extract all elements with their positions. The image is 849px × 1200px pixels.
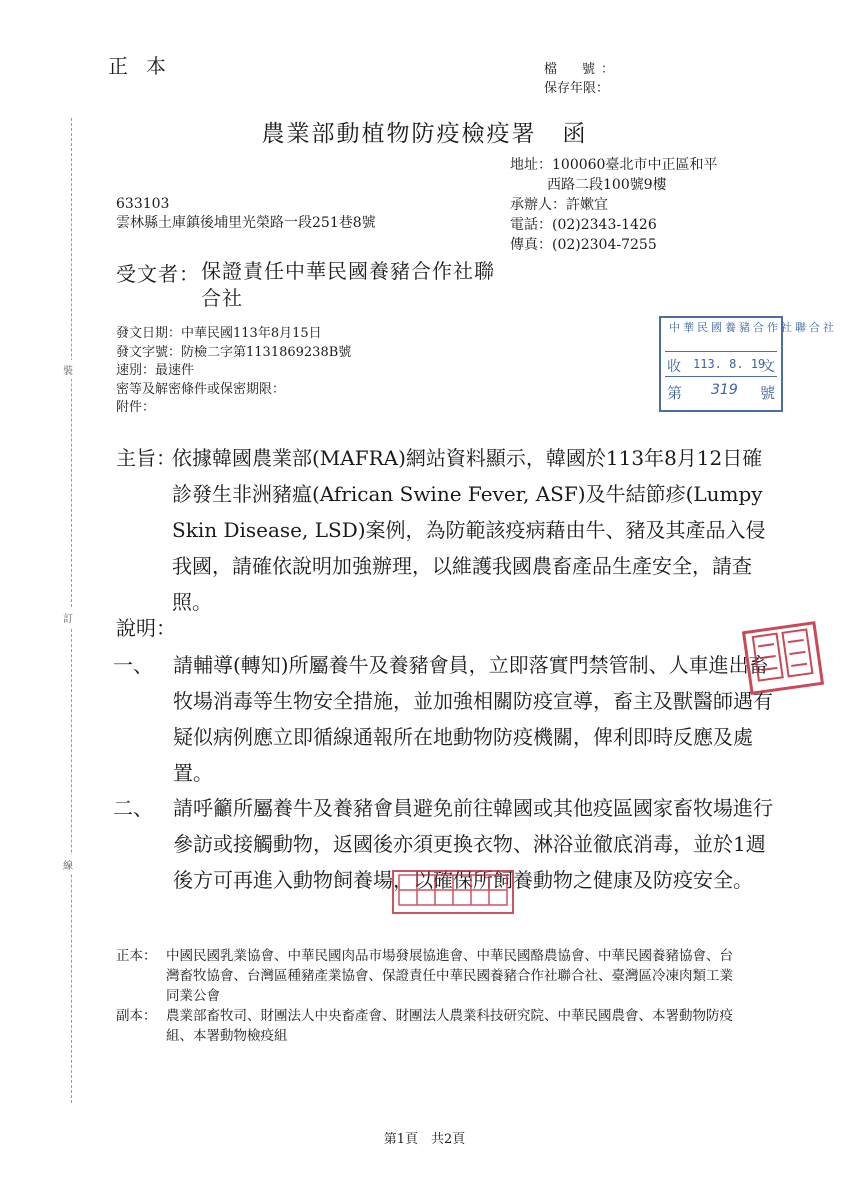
handler: 承辦人：許嫰宜	[510, 197, 608, 213]
page-number: 第1頁 共2頁	[383, 1132, 466, 1147]
binding-mark-ding: 訂	[63, 608, 73, 627]
contact-block	[510, 155, 717, 255]
stamp-org: 中華民國養豬合作社聯合社	[669, 321, 837, 334]
stamp-date-row	[665, 351, 777, 377]
recipient-address: 雲林縣土庫鎮後埔里光榮路一段251巷8號	[116, 215, 376, 231]
copy-label: 正本	[108, 54, 184, 78]
issue-number: 發文字號：防檢二字第1131869238B號	[116, 344, 352, 360]
stamp-number: 319	[711, 382, 738, 398]
retention-label: 保存年限：	[544, 81, 610, 96]
binding-mark-xian: 線	[63, 855, 73, 874]
issue-attachment: 附件：	[116, 400, 156, 415]
red-seal-stamp-icon	[742, 621, 824, 695]
file-number-label: 檔 號：	[544, 62, 621, 77]
issue-meta	[116, 325, 351, 418]
item-number: 二、	[113, 796, 153, 820]
file-meta	[544, 60, 620, 98]
agency-name: 農業部動植物防疫檢疫署	[261, 121, 537, 147]
stamp-di: 第	[667, 384, 683, 402]
agency-title	[0, 115, 849, 148]
recipient-name: 保證責任中華民國養豬合作社聯合社	[201, 259, 495, 310]
item-text: 請輔導(轉知)所屬養牛及養豬會員，立即落實門禁管制、人車進出畜牧場消毒等生物安全措施，並加強相關防疫宣導，畜主及獸醫師遇有疑似病例應立即循線通報所在地動物防疫機關，俾利即時反應及處置。	[173, 653, 773, 785]
stamp-wen: 文	[761, 359, 775, 375]
item-text: 請呼籲所屬養牛及養豬會員避免前往韓國或其他疫區國家畜牧場進行參訪或接觸動物，返國後亦須更換衣物、淋浴並徹底消毒，並於1週後方可再進入動物飼養場，以確保所飼養動物之健康及防疫安全。	[173, 796, 773, 892]
distribution-block	[116, 946, 746, 1046]
distribution-main	[116, 946, 746, 1006]
red-official-seal-icon	[392, 870, 514, 914]
explanation-label: 說明：	[116, 616, 176, 640]
address-line-2: 西路二段100號9樓	[547, 177, 667, 193]
distribution-copy	[116, 1006, 746, 1046]
address-line-1: 地址：100060臺北市中正區和平	[510, 157, 718, 173]
stamp-date: 113. 8. 19	[693, 357, 766, 371]
doc-type: 函	[562, 121, 588, 147]
receipt-stamp	[659, 316, 837, 412]
subject-label: 主旨：	[116, 446, 176, 470]
stamp-hao: 號	[759, 384, 775, 402]
postal-code: 633103	[116, 196, 170, 212]
carbon-copy-label: 副本：	[116, 1008, 157, 1024]
issue-speed: 速別：最速件	[116, 363, 195, 378]
item-number: 一、	[113, 653, 153, 677]
main-copy-text: 中國民國乳業協會、中華民國肉品市場發展協進會、中華民國酪農協會、中華民國養豬協會、台灣畜牧協會、台灣區種豬產業協會、保證責任中華民國養豬合作社聯合社、臺灣區冷凍肉類工業同業公會	[166, 948, 733, 1004]
stamp-shou: 收	[667, 359, 681, 375]
carbon-copy-text: 農業部畜牧司、財團法人中央畜產會、財團法人農業科技研究院、中華民國農會、本署動物防疫組、本署動物檢疫組	[166, 1008, 733, 1044]
recipient-address-block	[116, 195, 376, 233]
main-copy-label: 正本：	[116, 948, 157, 964]
subject-text: 依據韓國農業部(MAFRA)網站資料顯示，韓國於113年8月12日確診發生非洲豬瘟(African Swine Fever, ASF)及牛結節疹(Lumpy Skin Disease, LSD)案例，為防範該疫病藉由牛、豬及其產品入侵我國，請確依說明加強辦理，以維護我國農畜產品生產安全，請查照。	[172, 446, 766, 614]
phone: 電話：(02)2343-1426	[510, 217, 657, 233]
fax: 傳真：(02)2304-7255	[510, 237, 657, 253]
recipient-label: 受文者：	[116, 262, 200, 286]
issue-secrecy: 密等及解密條件或保密期限：	[116, 381, 286, 397]
binding-mark-zhuang: 裝	[63, 360, 73, 379]
issue-date: 發文日期：中華民國113年8月15日	[116, 326, 322, 341]
